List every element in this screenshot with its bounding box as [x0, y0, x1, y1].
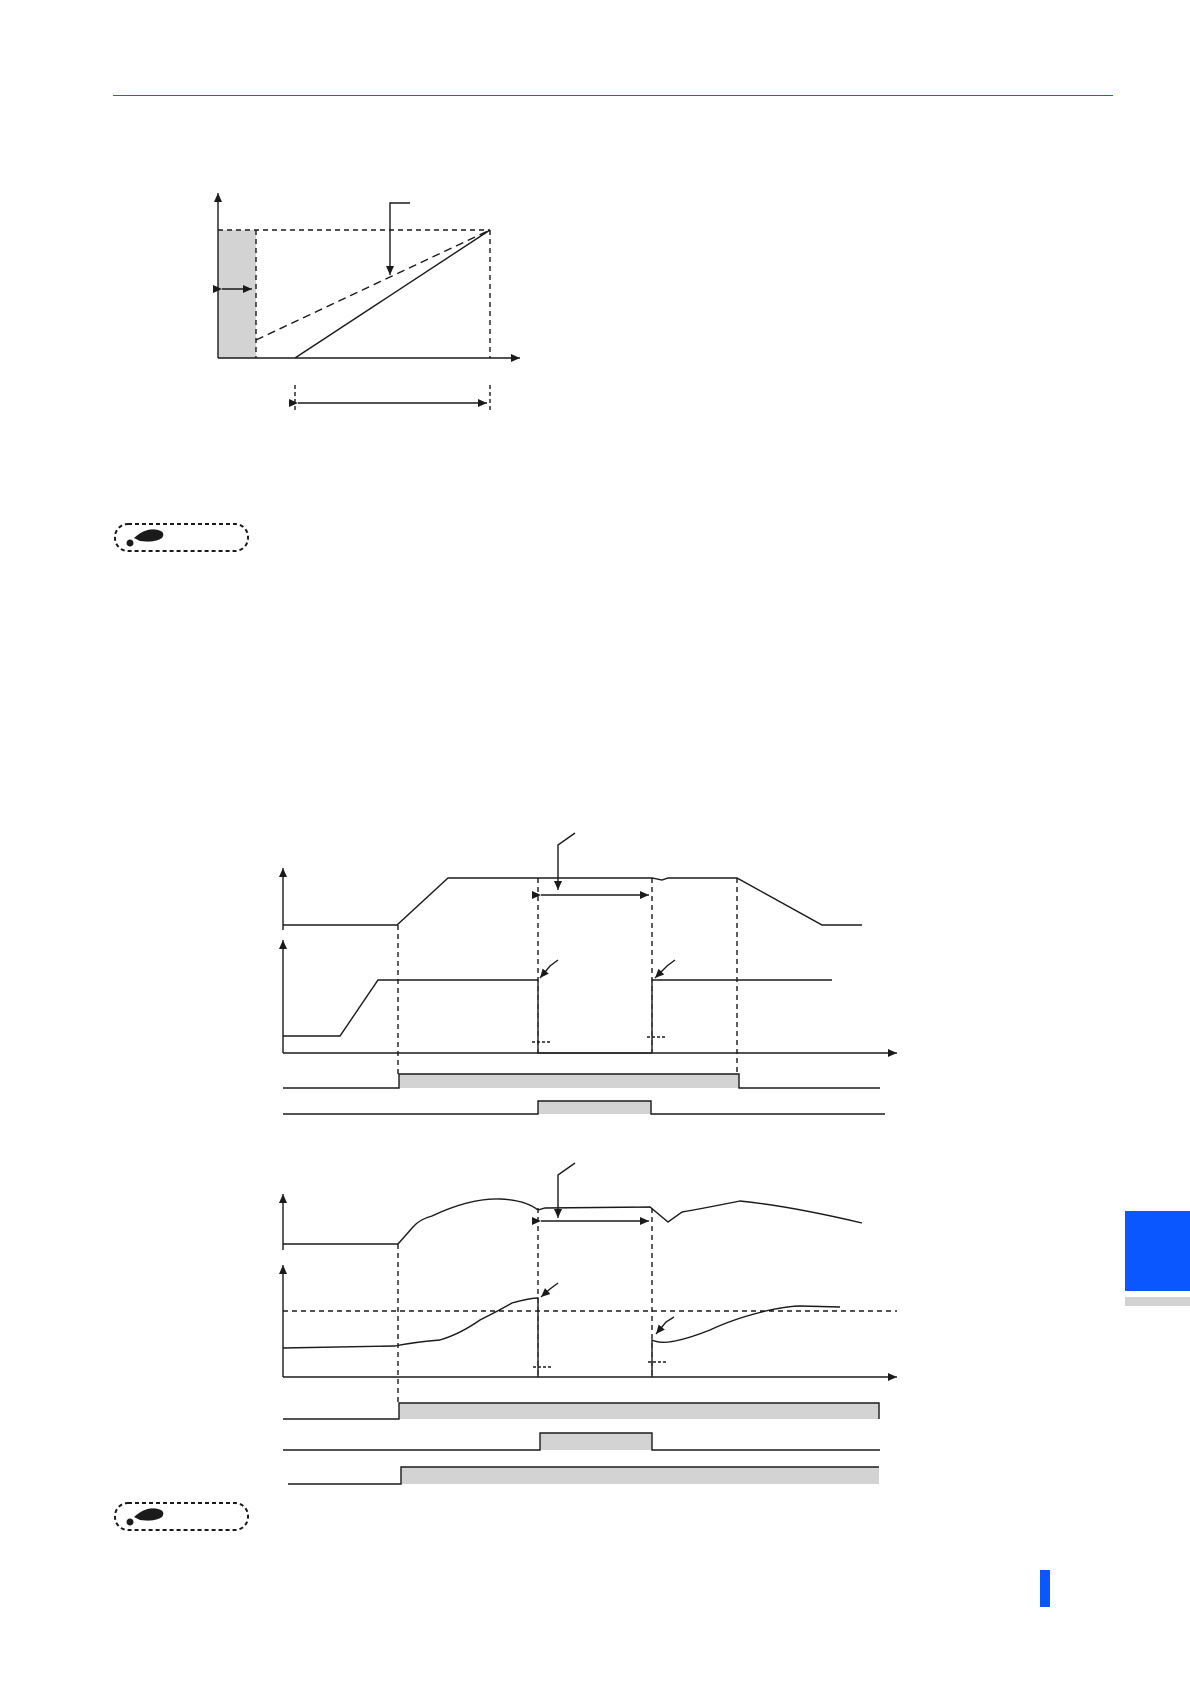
acceleration-ramp-diagram	[218, 193, 520, 412]
signal-bar-3-shade	[399, 1403, 879, 1419]
signal-bar-5-shade	[401, 1467, 879, 1484]
callout-leader-upper	[558, 833, 575, 890]
point-note-icon	[115, 1503, 248, 1530]
pointer-2	[655, 960, 675, 978]
signal-bar-2-shade	[538, 1101, 651, 1114]
callout-leader	[390, 203, 410, 275]
pointer-1	[540, 960, 558, 978]
output-trace-2	[652, 980, 832, 1053]
chapter-tab	[1125, 1211, 1190, 1291]
page-marker	[1040, 1570, 1050, 1607]
speed-trace	[283, 878, 862, 925]
shaded-start-region	[218, 230, 256, 358]
pointer-3	[541, 1283, 558, 1297]
callout-leader-lower	[558, 1163, 575, 1218]
timing-chart-lower	[283, 1163, 897, 1484]
signal-bar-4-shade	[540, 1433, 652, 1450]
point-note-icon	[115, 524, 248, 551]
output-trace-1	[283, 980, 652, 1053]
pointer-4	[656, 1317, 674, 1334]
chapter-tab-shadow	[1125, 1297, 1190, 1306]
solid-ramp	[295, 230, 490, 358]
output-curve-1	[283, 1298, 538, 1377]
dashed-ramp	[256, 230, 490, 340]
output-curve-2	[652, 1306, 840, 1377]
signal-bar-1-shade	[399, 1074, 739, 1088]
timing-chart-upper	[283, 833, 897, 1114]
